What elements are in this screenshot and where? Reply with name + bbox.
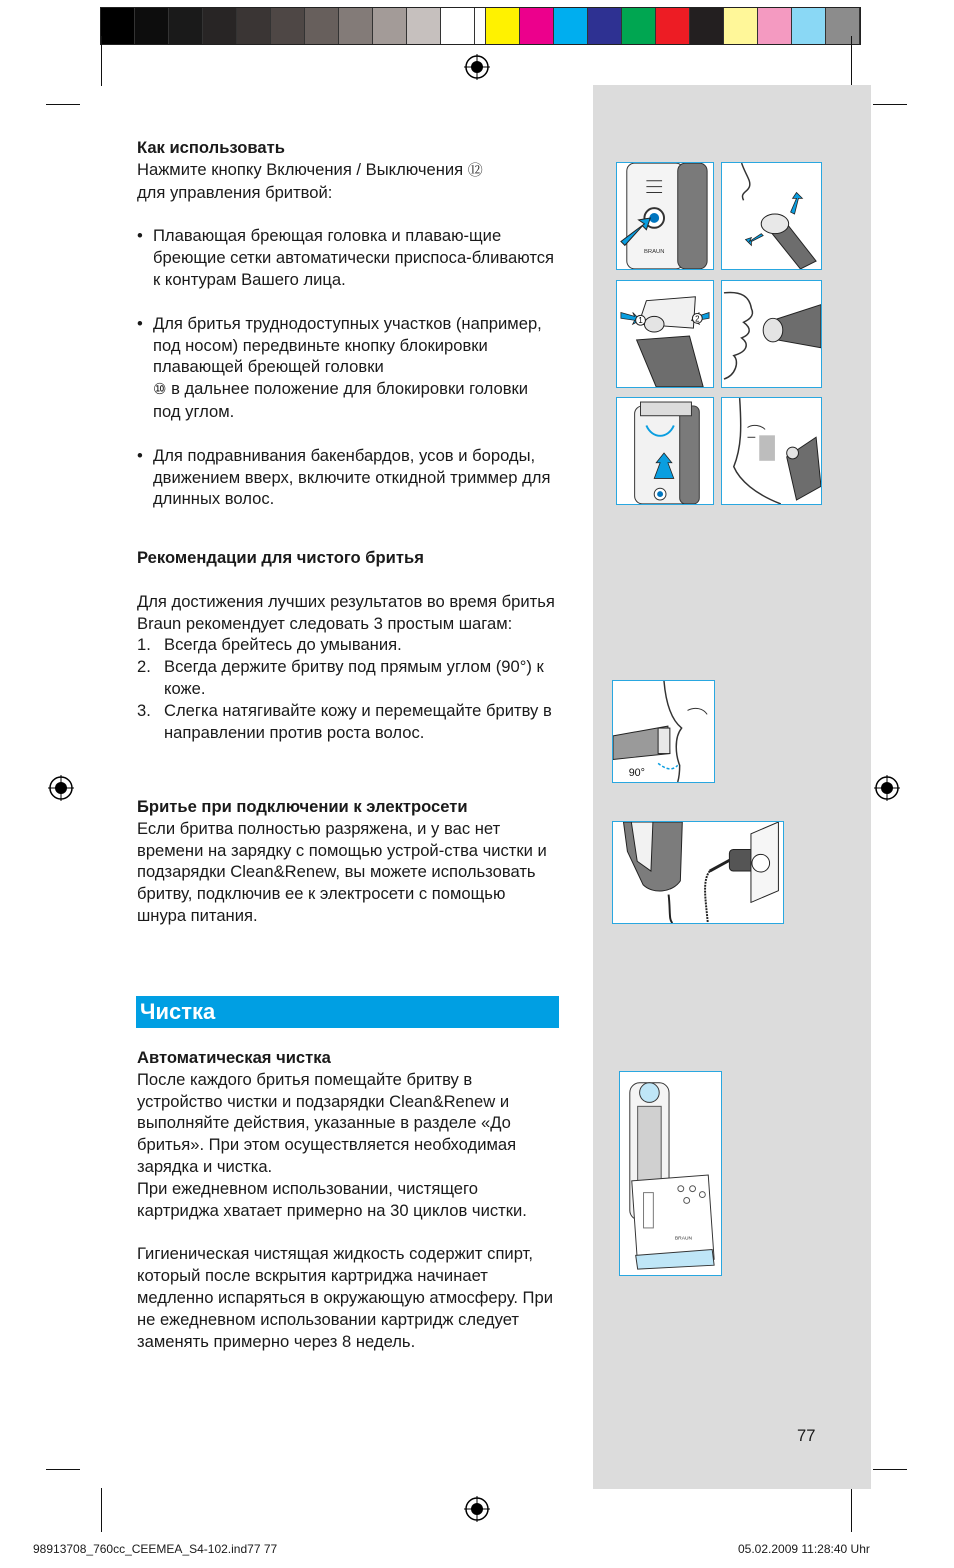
- shaver-icon: [617, 163, 713, 269]
- color-swatch: [486, 8, 520, 44]
- registration-mark-icon: [48, 775, 74, 801]
- color-calibration-bar: [100, 7, 861, 45]
- how-to-use-section: [137, 137, 562, 510]
- cleaning-section: [137, 1047, 562, 1352]
- registration-mark-icon: [464, 1496, 490, 1522]
- color-swatch: [758, 8, 792, 44]
- color-swatch: [554, 8, 588, 44]
- trimmer-illustration: [616, 397, 714, 505]
- mains-text: Если бритва полностью разряжена, и у вас нет времени на зарядку с помощью устрой-ства чистки и подзарядки Clean&Renew, вы можете использовать бритву, подключив ее к электросети с помощью шнура питания.: [137, 818, 547, 925]
- shaver-switch-illustration: [616, 162, 714, 270]
- tips-intro: Для достижения лучших результатов во время бритья Braun рекомендует следовать 3 простым шагам:: [137, 591, 555, 633]
- how-to-use-line2: для управления бритвой:: [137, 182, 333, 202]
- tips-section: [137, 547, 562, 743]
- registration-mark-icon: [464, 54, 490, 80]
- color-swatch: [101, 8, 135, 44]
- tips-heading: Рекомендации для чистого бритья: [137, 548, 424, 567]
- crop-mark: [101, 1488, 102, 1532]
- color-swatch: [588, 8, 622, 44]
- bullet-floating-head: • Плавающая бреющая головка и плаваю-щие бреющие сетки автоматически приспоса-бливаются к контурам Вашего лица.: [137, 225, 559, 290]
- color-swatch: [792, 8, 826, 44]
- crop-mark: [101, 36, 102, 86]
- brand-label: BRAUN: [643, 249, 665, 256]
- color-swatch: [305, 8, 339, 44]
- cleaning-para2: При ежедневном использовании, чистящего картриджа хватает примерно на 30 циклов чистки.: [137, 1178, 527, 1220]
- color-swatch: [690, 8, 724, 44]
- color-swatch: [441, 8, 475, 44]
- page-number: 77: [797, 1426, 816, 1445]
- color-swatch: [339, 8, 373, 44]
- shaver-head-icon: [617, 281, 713, 387]
- face-profile-icon: [722, 398, 821, 504]
- nose-shave-icon: [722, 281, 821, 387]
- mains-section: [137, 796, 547, 927]
- tips-step: 1. Всегда брейтесь до умывания.: [137, 635, 402, 655]
- sideburn-illustration: [721, 397, 822, 505]
- cleaning-para1: После каждого бритья помещайте бритву в устройство чистки и подзарядки Clean&Renew и выполняйте действия, указанные в разделе «До бритья». При этом осуществляется необходимая зарядка и чистка.: [137, 1069, 517, 1176]
- color-swatch: [826, 8, 860, 44]
- bullet-lock-head: • Для бритья труднодоступных участков (например, под носом) передвиньте кнопку блокировки плавающей бреющей головки ⑩ в дальнее положение для блокировки головки под углом.: [137, 313, 559, 423]
- head-tilt-illustration: [721, 162, 822, 270]
- how-to-use-line1: Нажмите кнопку Включения / Выключения ⑫: [137, 159, 562, 182]
- head-lock-illustration: [616, 280, 714, 388]
- crop-mark: [873, 1469, 907, 1470]
- power-plug-icon: [613, 822, 783, 923]
- color-swatch: [622, 8, 656, 44]
- tips-step: 3. Слегка натягивайте кожу и перемещайте бритву в направлении против роста волос.: [137, 700, 552, 742]
- crop-mark: [46, 1469, 80, 1470]
- angle-90-illustration: [612, 680, 715, 783]
- section-title: Чистка: [140, 999, 216, 1024]
- color-swatch: [237, 8, 271, 44]
- step-1-label: 1: [638, 316, 643, 326]
- mains-heading: Бритье при подключении к электросети: [137, 797, 468, 816]
- color-swatch: [203, 8, 237, 44]
- footer-file-info: 98913708_760cc_CEEMEA_S4-102.ind77 77: [33, 1542, 278, 1556]
- mains-cord-illustration: [612, 821, 784, 924]
- color-swatch: [373, 8, 407, 44]
- color-swatch: [135, 8, 169, 44]
- color-swatch: [169, 8, 203, 44]
- ref-10: ⑩: [153, 381, 167, 399]
- bullet-trimmer: • Для подравнивания бакенбардов, усов и бороды, движением вверх, включите откидной триммер для длинных волос.: [137, 445, 559, 510]
- color-swatch: [520, 8, 554, 44]
- brand-label: BRAUN: [674, 1236, 693, 1242]
- footer-timestamp: 05.02.2009 11:28:40 Uhr: [738, 1542, 870, 1556]
- cleaning-station-icon: [620, 1072, 721, 1275]
- cleaning-heading: Автоматическая чистка: [137, 1048, 331, 1067]
- tips-step: 2. Всегда держите бритву под прямым углом (90°) к коже.: [137, 657, 544, 698]
- registration-mark-icon: [874, 775, 900, 801]
- color-swatch: [271, 8, 305, 44]
- how-to-use-heading: Как использовать: [137, 138, 285, 157]
- ref-12: ⑫: [467, 161, 483, 179]
- crop-mark: [873, 104, 907, 105]
- shaving-face-icon: [722, 163, 821, 269]
- crop-mark: [851, 36, 852, 86]
- crop-mark: [46, 104, 80, 105]
- angle-label: 90°: [628, 767, 645, 780]
- under-nose-illustration: [721, 280, 822, 388]
- clean-renew-station-illustration: [619, 1071, 722, 1276]
- section-title-bar: [136, 996, 559, 1028]
- color-swatch: [407, 8, 441, 44]
- cleaning-para3: Гигиеническая чистящая жидкость содержит спирт, который после вскрытия картриджа начинает медленно испаряться в окружающую атмосферу. При не ежедневном использовании картридж следует заменять примерно через 8 недель.: [137, 1244, 553, 1351]
- angle-shave-icon: [613, 681, 714, 782]
- crop-mark: [851, 1488, 852, 1532]
- trimmer-icon: [617, 398, 713, 504]
- step-2-label: 2: [695, 314, 700, 324]
- color-swatch: [656, 8, 690, 44]
- color-swatch: [724, 8, 758, 44]
